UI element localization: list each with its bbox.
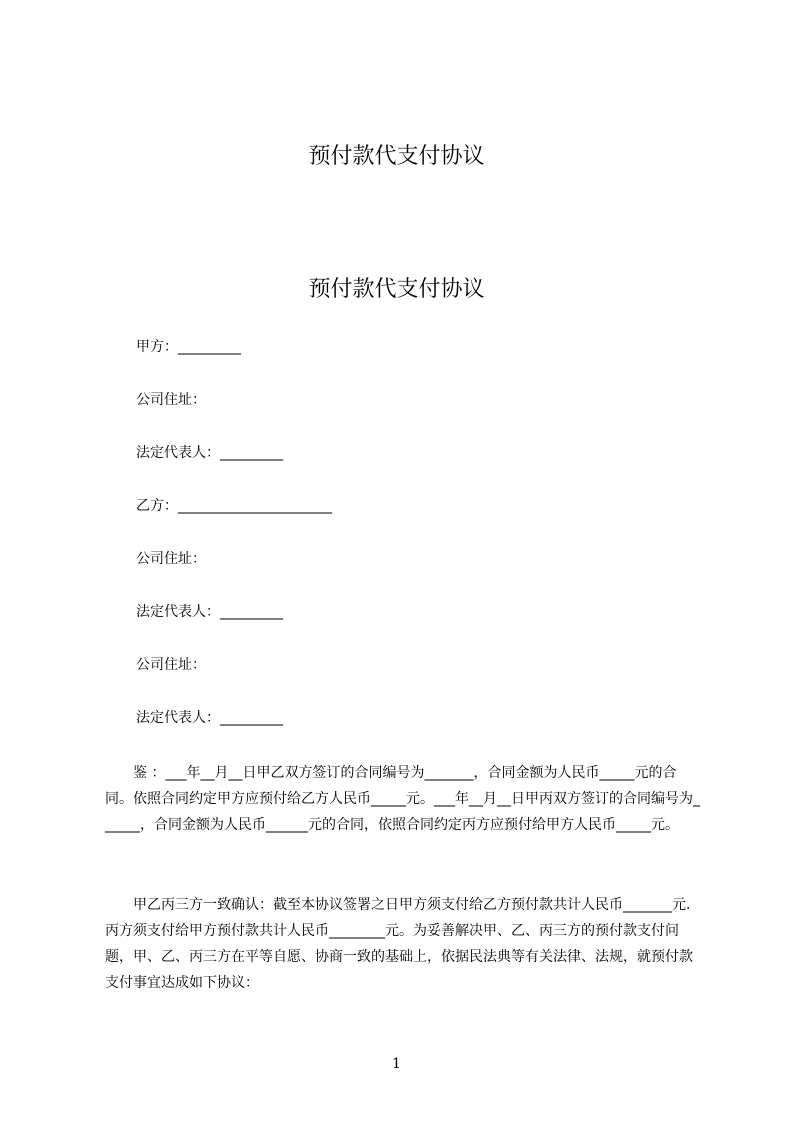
cover-title: 预付款代支付协议 <box>308 144 485 169</box>
agreement-title: 预付款代支付协议 <box>308 277 485 302</box>
party-c-address-field: 公司住址： <box>136 657 206 673</box>
party-c-rep-field: 法定代表人：_________ <box>136 710 283 726</box>
party-a-field: 甲方：_________ <box>136 339 241 355</box>
page-number: 1 <box>392 1056 401 1072</box>
party-b-field: 乙方：______________________ <box>136 498 332 514</box>
party-b-rep-field: 法定代表人：_________ <box>136 604 283 620</box>
party-a-address-field: 公司住址： <box>136 392 206 408</box>
party-a-rep-field: 法定代表人：_________ <box>136 445 283 461</box>
party-b-address-field: 公司住址： <box>136 551 206 567</box>
confirmation-paragraph: 甲乙丙三方一致确认：截至本协议签署之日甲方须支付给乙方预付款共计人民币_______元.丙方须支付给甲方预付款共计人民币________元。为妥善解决甲、乙、丙三方的预付款支付问题，甲、乙、丙三方在平等自愿、协商一致的基础上，依据民法典等有关法律、法规，就预付款支付事宜达成如下协议： <box>105 897 693 991</box>
whereas-paragraph: 鉴 ：___年__月__日甲乙双方签订的合同编号为_______，合同金额为人民币_____元的合同。依照合同约定甲方应预付给乙方人民币_____元。___年__月__日甲丙双方签订的合同编号为______，合同金额为人民币______元的合同，依照合同约定丙方应预付给甲方人民币_____元。 <box>105 765 700 833</box>
